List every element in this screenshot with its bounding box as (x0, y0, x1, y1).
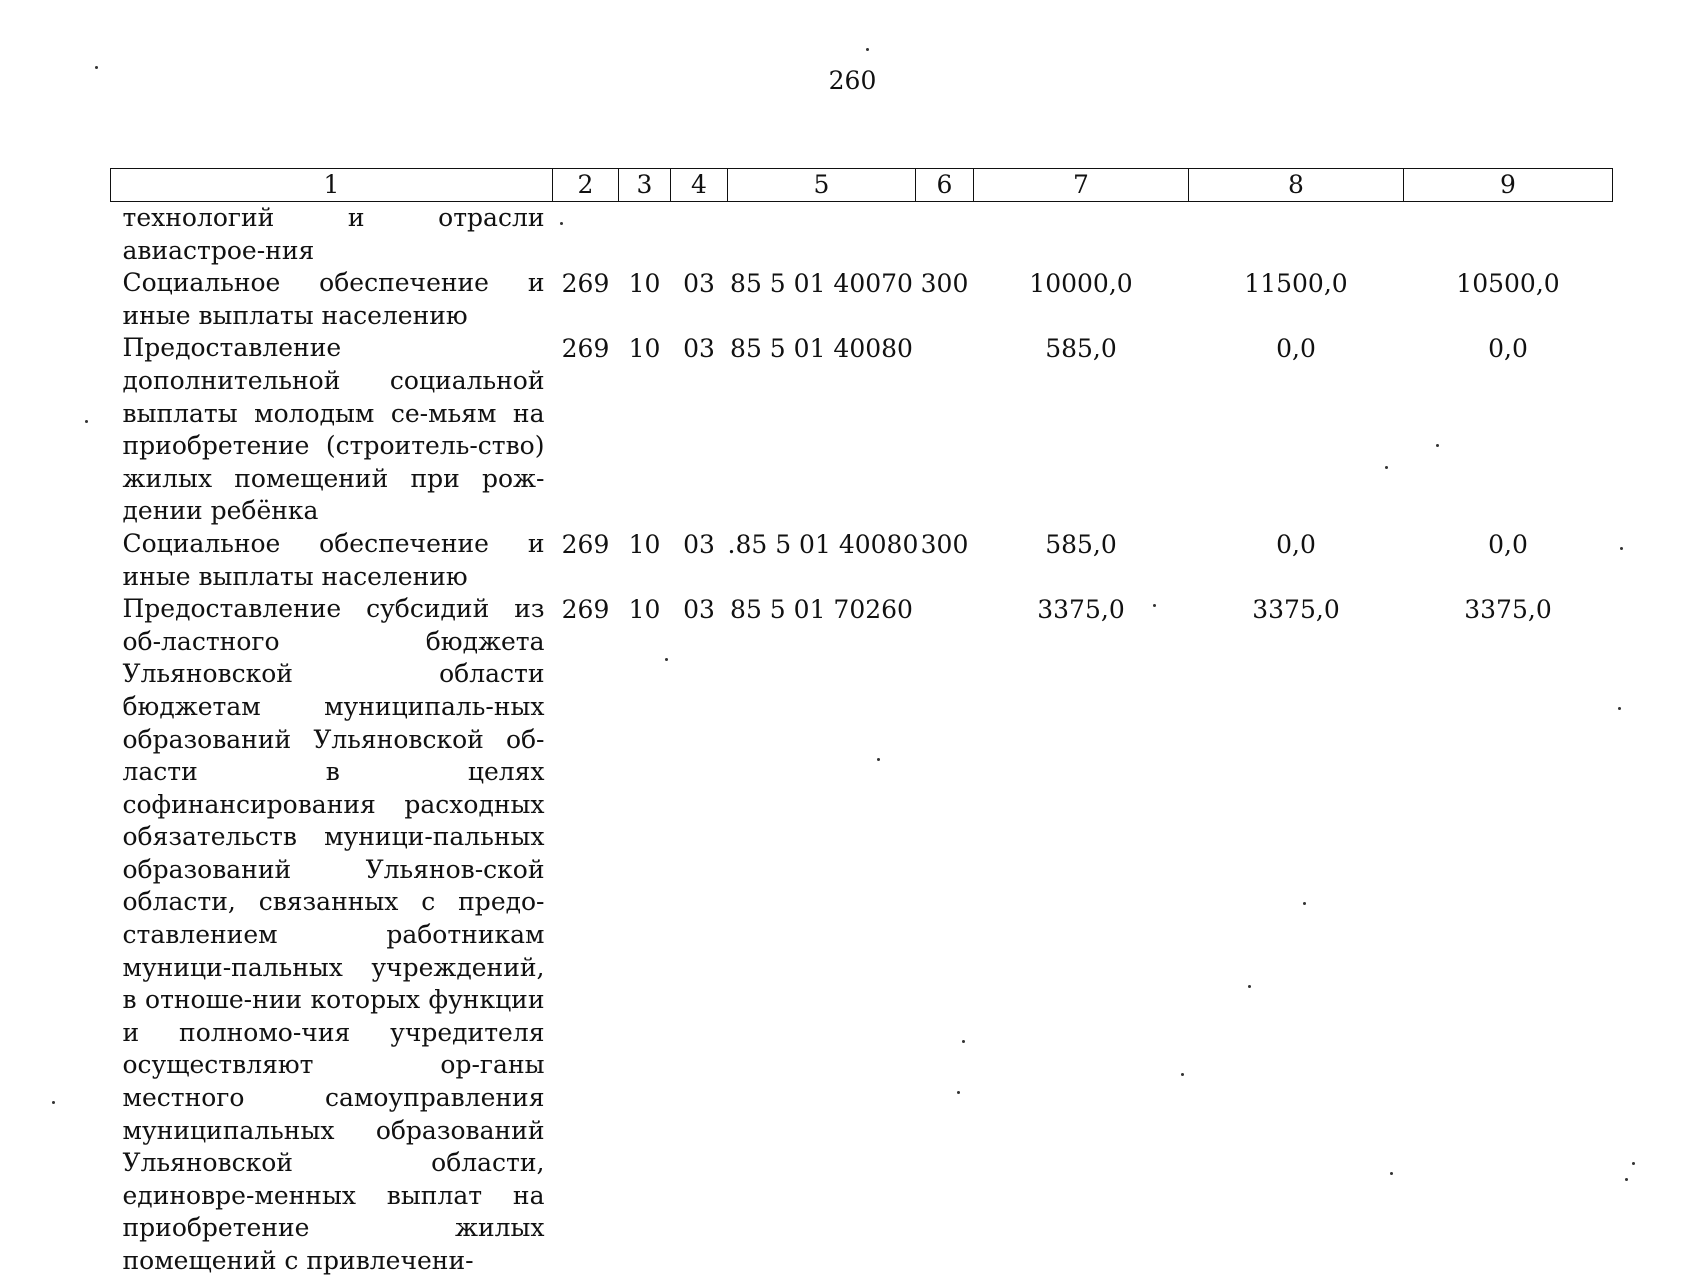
section-code (619, 202, 671, 268)
amount-col8: 0,0 (1276, 334, 1316, 364)
expense-type-code: 300 (920, 529, 969, 559)
amount-col8: 0,0 (1276, 529, 1316, 559)
amount-col8 (1189, 202, 1404, 268)
subsection-code: 03 (683, 529, 715, 559)
ministry-code: 269 (561, 595, 610, 625)
table-header (111, 169, 1613, 202)
target-article-code (728, 202, 916, 268)
ministry-code (553, 202, 619, 268)
amount-col9 (1404, 202, 1613, 268)
scan-speck (665, 658, 668, 661)
header-row (111, 169, 1613, 202)
table-row (111, 332, 1613, 528)
section-code: 10 (628, 595, 661, 625)
amount-col8: 11500,0 (1244, 269, 1348, 299)
amount-col7: 585,0 (1045, 529, 1117, 559)
column-header: 9 (1404, 169, 1613, 202)
column-header: 2 (553, 169, 619, 202)
scan-speck (957, 1091, 960, 1094)
amount-col7: 10000,0 (1029, 269, 1133, 299)
scan-speck (1436, 444, 1439, 447)
subsection-code: 03 (683, 269, 715, 299)
row-name: Предоставление дополнительной социальной выплаты молодым се-мьям на приобретение (строитель-ство) жилых помещений при рож-дении ребёнка (122, 333, 545, 526)
subsection-code (671, 202, 728, 268)
column-header: 1 (111, 169, 553, 202)
scan-speck (1625, 1178, 1628, 1181)
ministry-code: 269 (561, 269, 610, 299)
scan-speck (1632, 1162, 1635, 1165)
section-code: 10 (628, 334, 661, 364)
budget-table (110, 168, 1613, 1278)
amount-col8: 3375,0 (1252, 595, 1340, 625)
section-code: 10 (628, 269, 661, 299)
scan-speck (52, 1101, 55, 1104)
amount-col7: 3375,0 (1037, 595, 1125, 625)
target-article-code: 85 5 01 40080 (730, 334, 913, 364)
amount-col7 (974, 202, 1189, 268)
budget-sheet (110, 168, 1612, 1278)
column-header: 7 (974, 169, 1189, 202)
ministry-code: 269 (561, 529, 610, 559)
scan-speck (1390, 1172, 1393, 1175)
scan-speck (1153, 604, 1156, 607)
expense-type-code (916, 332, 974, 528)
scan-speck (1181, 1073, 1184, 1076)
row-name: Социальное обеспечение и иные выплаты населению (122, 268, 545, 330)
expense-type-code (916, 202, 974, 268)
scan-speck (1620, 547, 1623, 550)
row-name: Предоставление субсидий из об-ластного бюджета Ульяновской области бюджетам муниципаль-ных образований Ульяновской об-ласти в целях софинансирования расходных обязательств муници-пальных образований Ульянов-ской области, связанных с предо-ставлением работникам муници-пальных учреждений, в отноше-нии которых функции и полномо-чия учредителя осуществляют ор-ганы местного самоуправления муниципальных образований Ульяновской области, единовре-менных выплат на приобретение жилых помещений с привлечени- (122, 594, 545, 1275)
scan-speck (962, 1040, 965, 1043)
row-name: технологий и отрасли авиастрое-ния (122, 203, 545, 265)
target-article-code: 85 5 01 40070 (730, 269, 913, 299)
target-article-code: 85 5 01 70260 (730, 595, 913, 625)
scan-speck (85, 420, 88, 423)
subsection-code: 03 (683, 595, 715, 625)
scan-speck (560, 222, 563, 225)
scan-speck (866, 48, 869, 51)
row-name: Социальное обеспечение и иные выплаты населению (122, 528, 545, 591)
scan-speck (1303, 902, 1306, 905)
ministry-code: 269 (561, 334, 610, 364)
amount-col9: 10500,0 (1456, 269, 1560, 299)
target-article-code: .85 5 01 40080 (727, 529, 919, 559)
table-body (111, 202, 1613, 1278)
scan-speck (877, 758, 880, 761)
scan-speck (1248, 985, 1251, 988)
expense-type-code: 300 (920, 269, 969, 299)
column-header: 8 (1189, 169, 1404, 202)
column-header: 3 (619, 169, 671, 202)
subsection-code: 03 (683, 334, 715, 364)
expense-type-code (916, 593, 974, 1277)
scan-speck (1385, 466, 1388, 469)
section-code: 10 (628, 529, 661, 559)
table-row (111, 528, 1613, 593)
column-header: 4 (671, 169, 728, 202)
column-header: 6 (916, 169, 974, 202)
column-header: 5 (728, 169, 916, 202)
table-row (111, 202, 1613, 268)
amount-col9: 0,0 (1488, 529, 1528, 559)
page-number: 260 (828, 66, 877, 95)
table-row (111, 593, 1613, 1277)
amount-col7: 585,0 (1045, 334, 1117, 364)
scan-speck (95, 66, 98, 69)
amount-col9: 0,0 (1488, 334, 1528, 364)
amount-col9: 3375,0 (1464, 595, 1552, 625)
table-row (111, 267, 1613, 332)
scan-speck (1618, 707, 1621, 710)
